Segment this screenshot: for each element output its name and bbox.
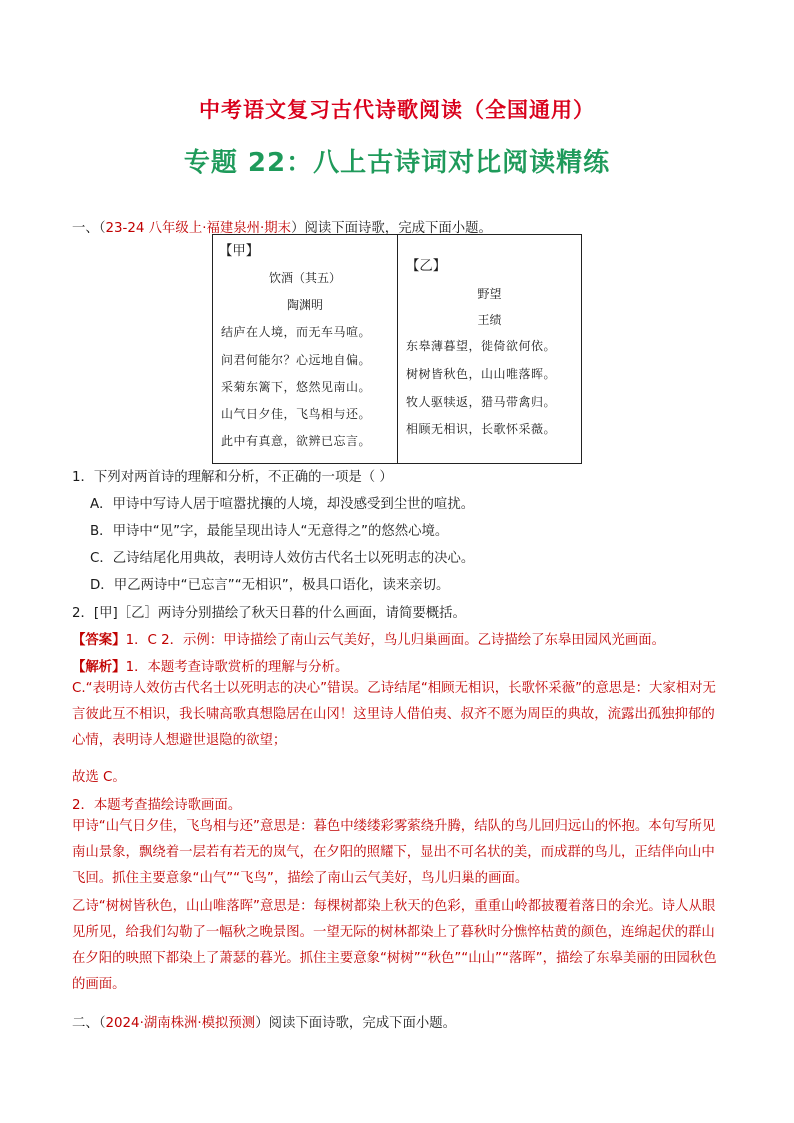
poem-jia-line: 问君何能尔？心远地自偏。 bbox=[221, 353, 372, 367]
poem-yi-author: 王绩 bbox=[477, 313, 502, 327]
analysis-label: 【解析】 bbox=[72, 660, 126, 675]
question-2-stem: 2．[甲]［乙］两诗分别描绘了秋天日暮的什么画面，请简要概括。 bbox=[72, 606, 466, 621]
poem-jia-line: 此中有真意，欲辨已忘言。 bbox=[221, 434, 372, 448]
question-1-option-b: B．甲诗中“见”字，最能呈现出诗人“无意得之”的悠然心境。 bbox=[90, 524, 449, 539]
section-1-source: 23-24 八年级上·福建泉州·期末 bbox=[105, 221, 292, 236]
poem-yi-line: 相顾无相识，长歌怀采薇。 bbox=[406, 422, 557, 436]
poem-yi-line: 树树皆秋色，山山唯落晖。 bbox=[406, 367, 557, 381]
section-2-source: 2024·湖南株洲·模拟预测 bbox=[105, 1016, 256, 1031]
analysis-paragraph-3: 乙诗“树树皆秋色，山山唯落晖”意思是：每棵树都染上秋天的色彩，重重山岭都披覆着落日的余光。诗人从眼见所见，给我们勾勒了一幅秋之晚景图。一望无际的树林都染上了暮秋时分憔悴枯黄的颜色，连绵起伏的群山在夕阳的映照下都染上了萧瑟的暮光。抓住主要意象“树树”“秋色”“山山”“落晖”，描绘了东皋美丽的田园秋色的画面。 bbox=[72, 899, 717, 992]
analysis-head-1: 1．本题考查诗歌赏析的理解与分析。 bbox=[125, 660, 349, 675]
section-1-prefix: 一、（ bbox=[72, 221, 106, 236]
answer-label: 【答案】 bbox=[72, 633, 126, 648]
analysis-head-2: 2．本题考查描绘诗歌画面。 bbox=[72, 798, 242, 813]
answer-line bbox=[72, 629, 665, 648]
question-1-stem: 1．下列对两首诗的理解和分析，不正确的一项是（ ） bbox=[72, 470, 393, 485]
poem-yi bbox=[398, 235, 581, 463]
poem-yi-title: 野望 bbox=[477, 287, 502, 301]
poem-jia-line: 结庐在人境，而无车马喧。 bbox=[221, 325, 372, 339]
poem-jia bbox=[213, 235, 398, 463]
poem-table bbox=[212, 234, 582, 464]
poem-jia-line: 采菊东篱下，悠然见南山。 bbox=[221, 380, 372, 394]
section-2-suffix: ）阅读下面诗歌，完成下面小题。 bbox=[255, 1016, 457, 1031]
analysis-paragraph-2: 甲诗“山气日夕佳，飞鸟相与还”意思是：暮色中缕缕彩雾萦绕升腾，结队的鸟儿回归远山的怀抱。本句写所见南山景象，飘绕着一层若有若无的岚气，在夕阳的照耀下，显出不可名状的美，而成群的鸟儿，正结伴向山中飞回。抓住主要意象“山气”“飞鸟”，描绘了南山云气美好，鸟儿归巢的画面。 bbox=[72, 819, 716, 886]
section-1-suffix: ）阅读下面诗歌，完成下面小题。 bbox=[291, 221, 492, 236]
poem-jia-author: 陶渊明 bbox=[286, 298, 323, 312]
analysis-paragraph-1: C.“表明诗人效仿古代名士以死明志的决心”错误。乙诗结尾“相顾无相识，长歌怀采薇”的意思是：大家相对无言彼此互不相识，我长啸高歌真想隐居在山冈！这里诗人借伯夷、叔齐不愿为周臣的典故，流露出孤独抑郁的心情，表明诗人想避世退隐的欲望； bbox=[72, 681, 716, 748]
answer-text: 1．C 2．示例：甲诗描绘了南山云气美好，鸟儿归巢画面。乙诗描绘了东皋田园风光画面。 bbox=[125, 633, 666, 648]
question-1-option-a: A．甲诗中写诗人居于喧嚣扰攘的人境，却没感受到尘世的喧扰。 bbox=[90, 497, 475, 512]
poem-jia-line: 山气日夕佳，飞鸟相与还。 bbox=[221, 407, 372, 421]
question-1-option-d: D．甲乙两诗中“已忘言”“无相识”，极具口语化，读来亲切。 bbox=[90, 578, 450, 593]
poem-yi-line: 东皋薄暮望，徙倚欲何依。 bbox=[406, 339, 557, 353]
analysis-conclusion: 故选 C。 bbox=[72, 770, 126, 785]
question-1-option-c: C．乙诗结尾化用典故，表明诗人效仿古代名士以死明志的决心。 bbox=[90, 551, 475, 566]
document-title: 中考语文复习古代诗歌阅读（全国通用） bbox=[199, 98, 595, 122]
poem-jia-tag: 【甲】 bbox=[219, 244, 260, 259]
poem-yi-line: 牧人驱犊返，猎马带禽归。 bbox=[406, 395, 557, 409]
poem-jia-title: 饮酒（其五） bbox=[268, 271, 341, 285]
section-2-prefix: 二、（ bbox=[72, 1016, 106, 1031]
document-subtitle: 专题 22：八上古诗词对比阅读精练 bbox=[183, 148, 611, 178]
section-2-heading bbox=[72, 1012, 456, 1031]
poem-yi-tag: 【乙】 bbox=[406, 259, 447, 274]
analysis-line bbox=[72, 656, 348, 675]
